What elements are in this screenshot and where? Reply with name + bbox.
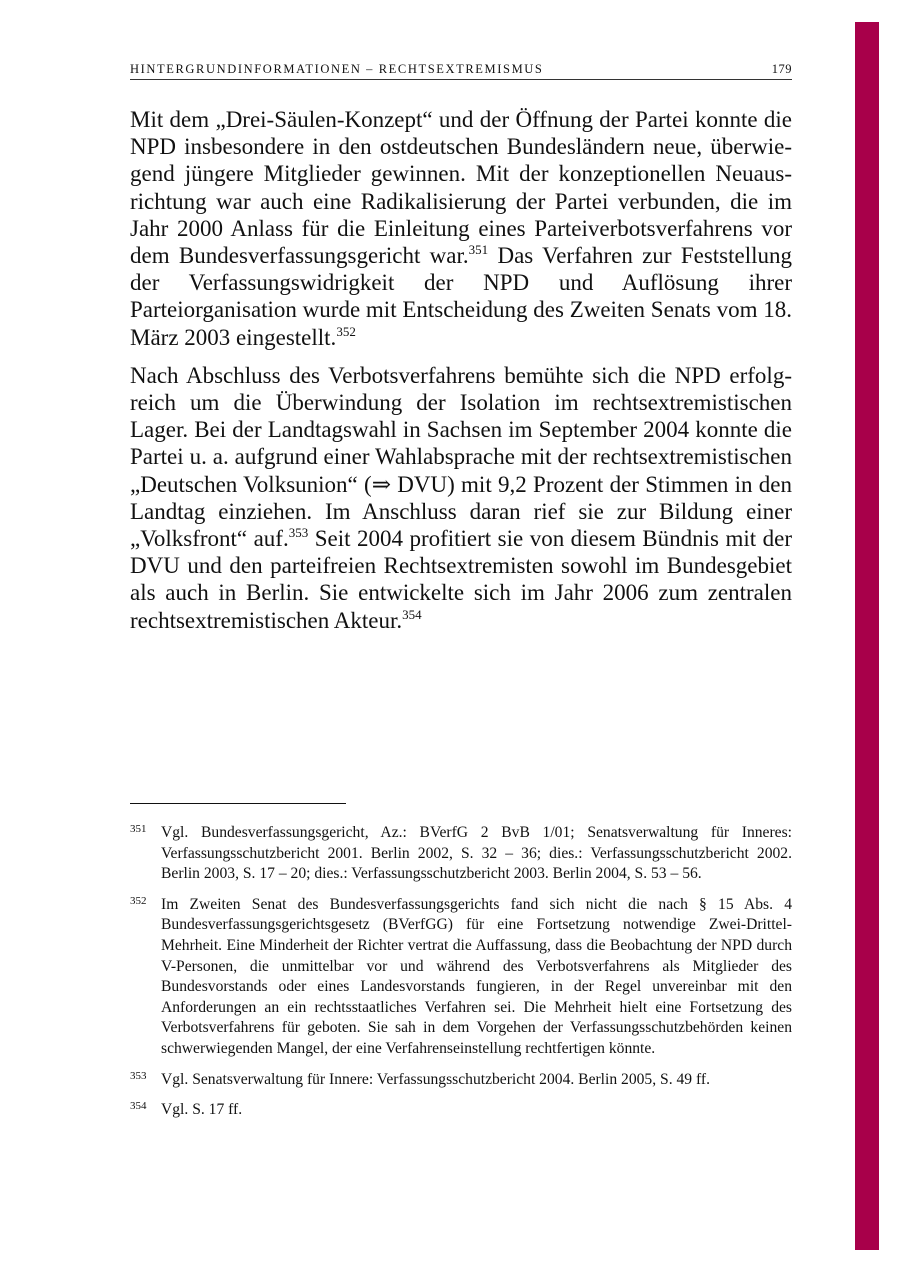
paragraph (130, 362, 792, 634)
header-title: HINTERGRUNDINFORMATIONEN – RECHTSEXTREMISMUS (130, 62, 544, 76)
footnote-ref[interactable]: 351 (468, 242, 489, 258)
footnote-text: Vgl. Senatsverwaltung für Innere: Verfassungsschutzbericht 2004. Berlin 2005, S. 49 ff. (161, 1070, 710, 1088)
paragraph-text: Mit dem „Drei-Säulen-Konzept“ und der Öffnung der Partei konnte die NPD insbesondere in den ostdeutschen Bundesländern neue, überwiegend jüngere Mitglieder gewinnen. Mit der konzeptionellen Neuausrichtung war auch eine Radikalisierung der Partei verbunden, die im Jahr 2000 Anlass für die Einleitung eines Parteiverbotsverfahrens vor dem Bundesverfassungsgericht war. (130, 107, 792, 269)
footnote (130, 1100, 792, 1121)
footnote (130, 1070, 792, 1091)
footnote-ref[interactable]: 352 (336, 323, 356, 339)
paragraph-text: Seit 2004 profitiert sie von diesem Bündnis mit der DVU und den parteifreien Rechtsextremisten sowohl im Bundesgebiet als auch in Berlin. Sie entwickelte sich im Jahr 2006 zum zentralen rechtsextremistischen Akteur. (130, 526, 792, 633)
footnote-text: Vgl. S. 17 ff. (161, 1101, 243, 1119)
footnote-ref[interactable]: 354 (402, 606, 422, 622)
footnote-number: 352 (130, 894, 147, 907)
footnote-ref[interactable]: 353 (288, 525, 309, 541)
footnote-number: 354 (130, 1100, 147, 1113)
footnote (130, 823, 792, 885)
footnote-number: 353 (130, 1069, 147, 1082)
side-color-bar (855, 22, 879, 1250)
footnote-text: Im Zweiten Senat des Bundesverfassungsgerichts fand sich nicht die nach § 15 Abs. 4 Bundesverfassungsgerichtsgesetz (BVerfGG) für eine Fortsetzung notwendige Zwei-Drittel-Mehrheit. Eine Minderheit der Richter vertrat die Auffassung, dass die Beobachtung der NPD durch V-Personen, die unmittelbar vor und während des Verbotsverfahrens als Mitglieder des Bundesvorstands oder eines Landesvorstands fungieren, in der Regel unvereinbar mit den Anforderungen an ein rechtsstaatliches Verfahren sei. Die Mehrheit hielt eine Fortsetzung des Verbotsverfahrens für geboten. Sie sah in dem Vorgehen der Verfassungsschutzbehörden keinen schwerwiegenden Mangel, der eine Verfahrenseinstellung rechtfertigen könnte. (161, 895, 792, 1057)
footnote-separator (130, 803, 346, 804)
footnote (130, 895, 792, 1060)
running-header (130, 62, 792, 80)
paragraph (130, 106, 792, 351)
footnote-text: Vgl. Bundesverfassungsgericht, Az.: BVerfG 2 BvB 1/01; Senatsverwaltung für Inneres: Verfassungsschutzbericht 2001. Berlin 2002, S. 32 – 36; dies.: Verfassungsschutzbericht 2002. Berlin 2003, S. 17 – 20; dies.: Verfassungsschutzbericht 2003. Berlin 2004, S. 53 – 56. (161, 824, 792, 883)
footnotes (130, 823, 792, 1131)
page-number: 179 (771, 62, 792, 76)
footnote-number: 351 (130, 823, 147, 835)
paragraph-text: Nach Abschluss des Verbotsverfahrens bemühte sich die NPD erfolgreich um die Überwindung der Isolation im rechtsextremistischen Lager. Bei der Landtagswahl in Sachsen im September 2004 konnte die Partei u. a. aufgrund einer Wahlabsprache mit der rechtsextremistischen „Deutschen Volksunion“ (⇒ DVU) mit 9,2 Prozent der Stimmen in den Landtag einziehen. Im Anschluss daran rief sie zur Bildung einer „Volksfront“ auf. (130, 362, 792, 552)
main-text (130, 106, 792, 645)
paragraph-text: Das Verfahren zur Feststellung der Verfassungswidrigkeit der NPD und Auflösung ihrer Parteiorganisation wurde mit Entscheidung des Zweiten Senats vom 18. März 2003 eingestellt. (130, 243, 792, 350)
